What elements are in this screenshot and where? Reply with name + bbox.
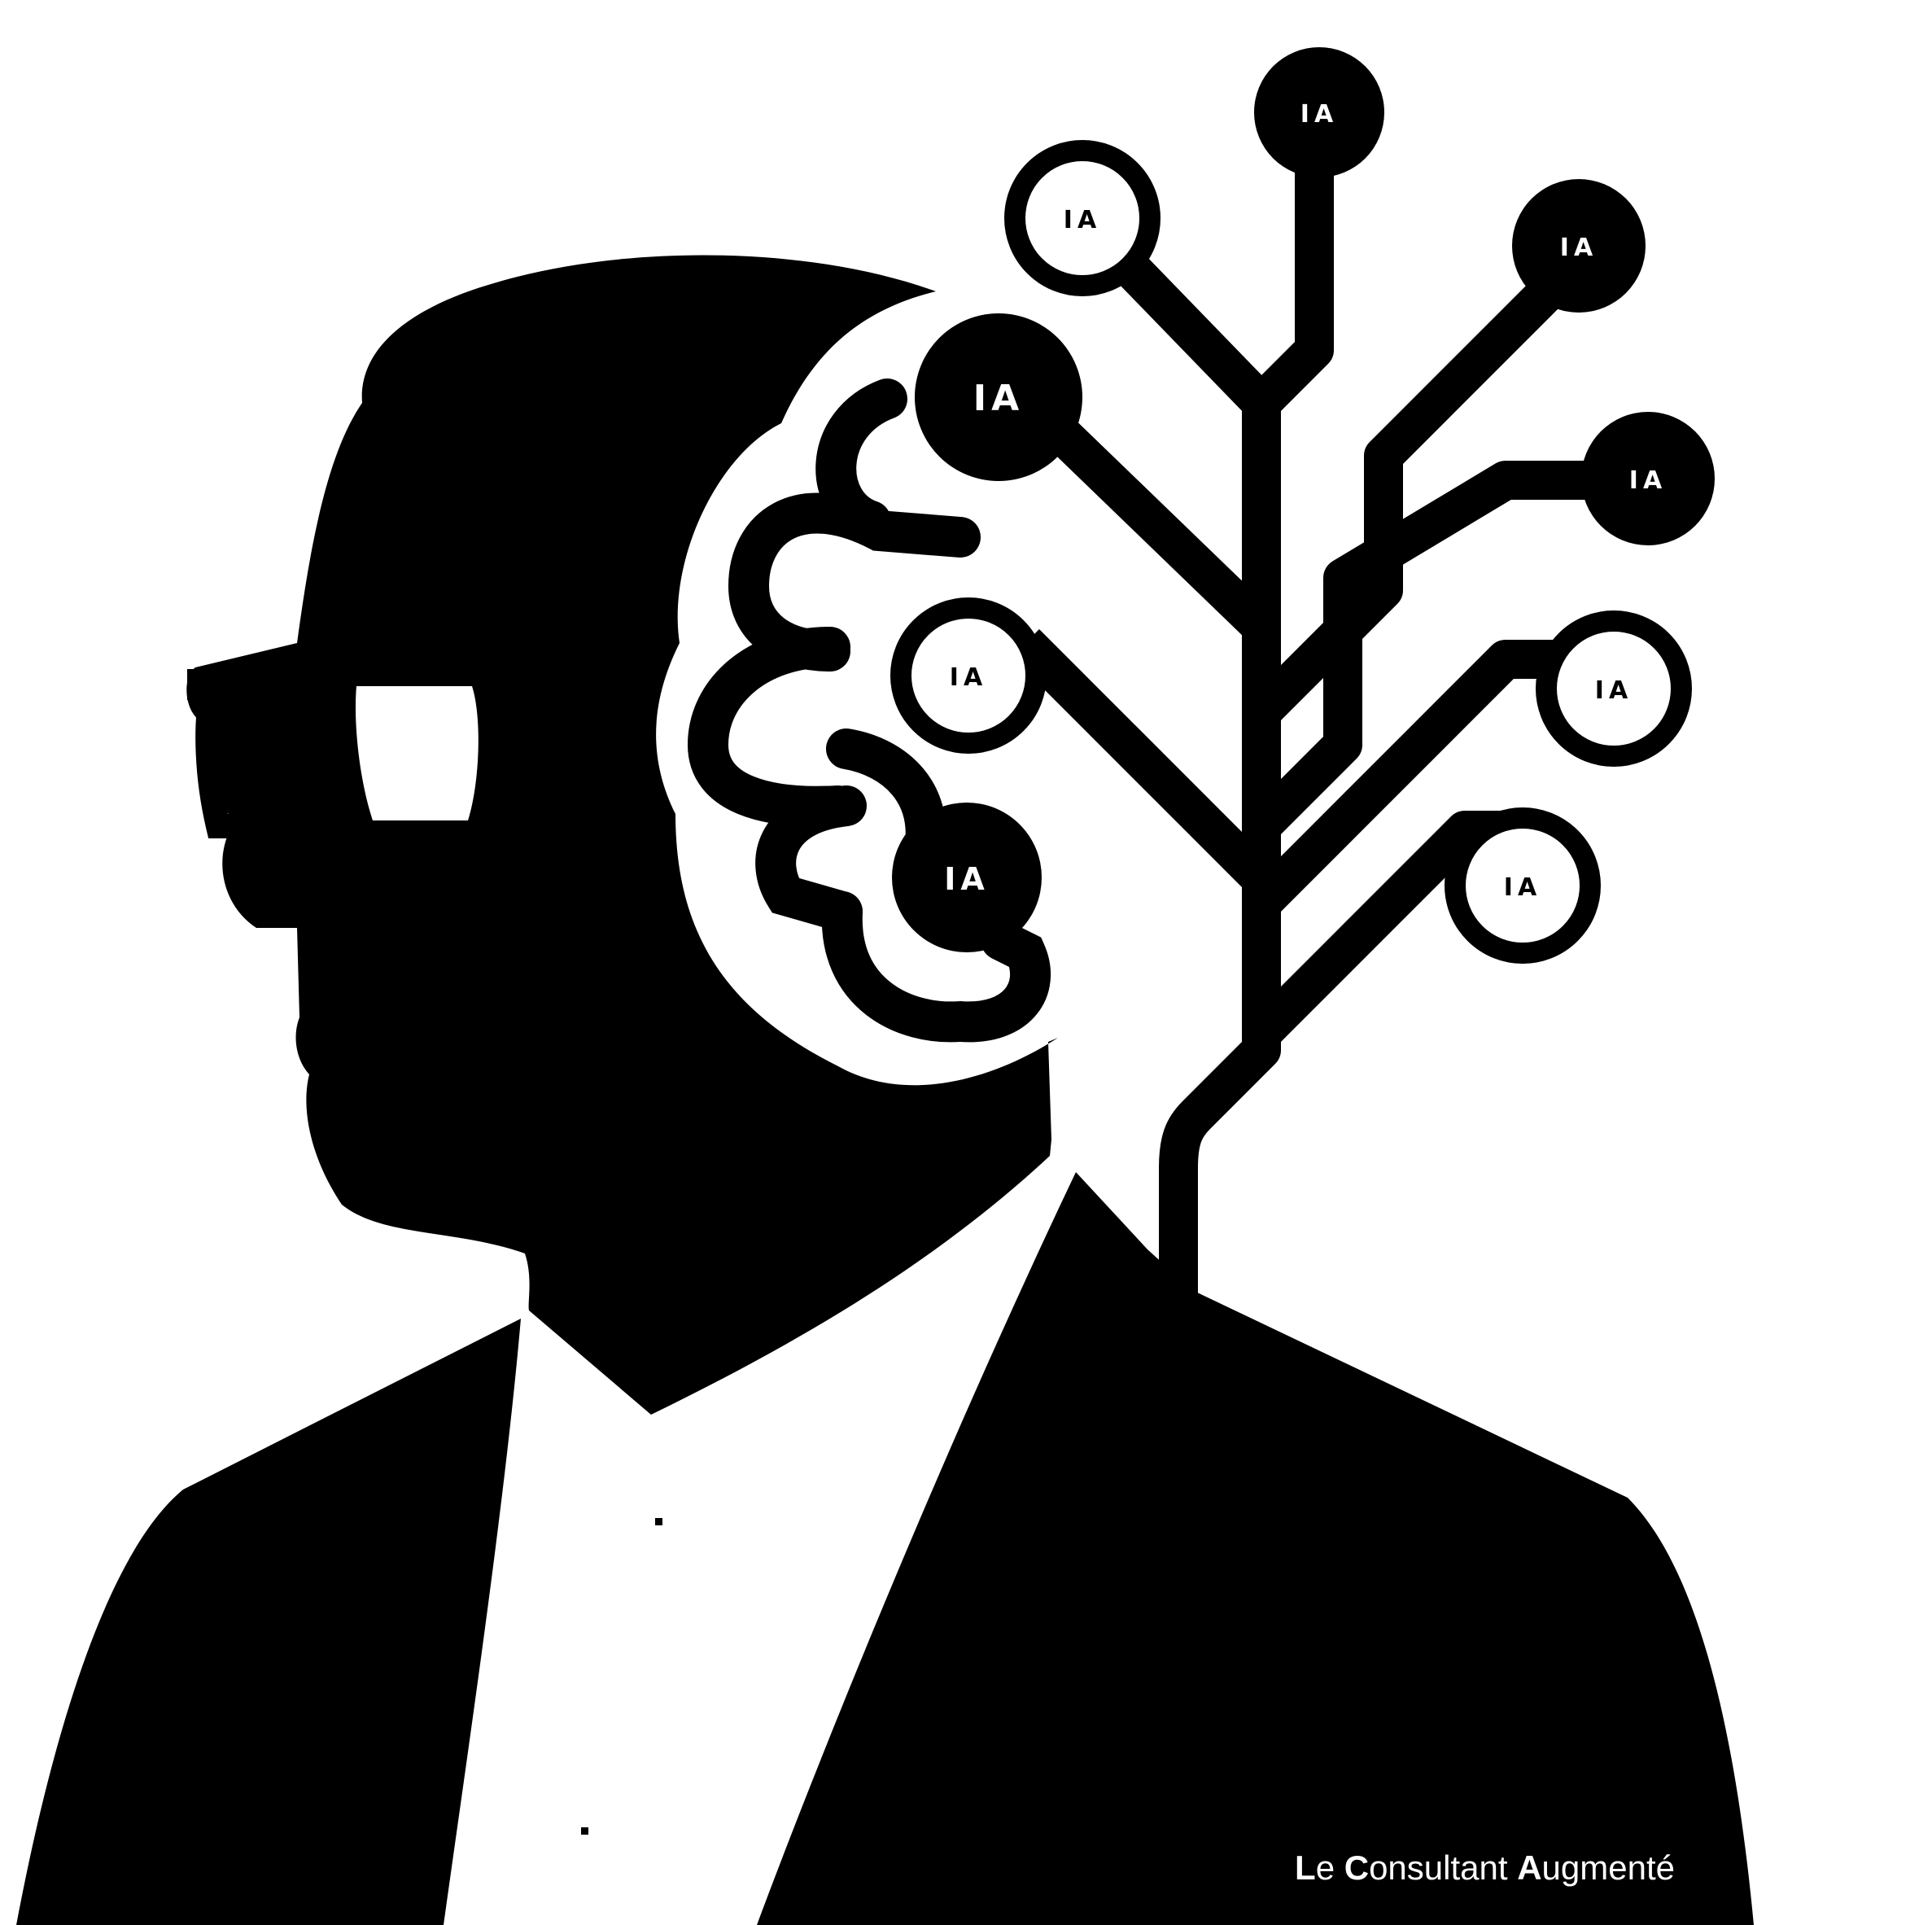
brand-caption xyxy=(1295,1848,1675,1888)
ia-node xyxy=(901,608,1036,743)
ia-node-label: IA xyxy=(1559,234,1598,262)
shirt-button xyxy=(655,1518,662,1525)
caption-word: e xyxy=(1315,1848,1335,1887)
ia-node xyxy=(1546,621,1681,756)
ia-node xyxy=(892,803,1042,952)
glasses-lens xyxy=(356,686,479,820)
ia-node-label: IA xyxy=(944,861,990,897)
caption-word: onsultant xyxy=(1369,1848,1508,1887)
ia-node-label: IA xyxy=(973,378,1025,419)
ia-node xyxy=(1455,818,1590,953)
ia-node xyxy=(1254,47,1384,177)
ia-node xyxy=(915,313,1082,481)
ia-node-label: IA xyxy=(1503,873,1542,902)
caption-initial: C xyxy=(1344,1848,1370,1887)
ia-node-label: IA xyxy=(1628,466,1668,495)
caption-word: ugmenté xyxy=(1541,1848,1675,1887)
caption-initial: A xyxy=(1517,1848,1542,1887)
ia-node xyxy=(1015,151,1150,286)
ia-node xyxy=(1581,412,1715,545)
ia-node-label: IA xyxy=(1594,676,1633,705)
ia-node-label: IA xyxy=(1300,100,1339,129)
shirt-button xyxy=(581,1827,588,1835)
ia-node-label: IA xyxy=(1063,206,1102,234)
caption-initial: L xyxy=(1295,1848,1316,1887)
ia-node-label: IA xyxy=(949,663,988,692)
ia-node xyxy=(1512,179,1646,313)
